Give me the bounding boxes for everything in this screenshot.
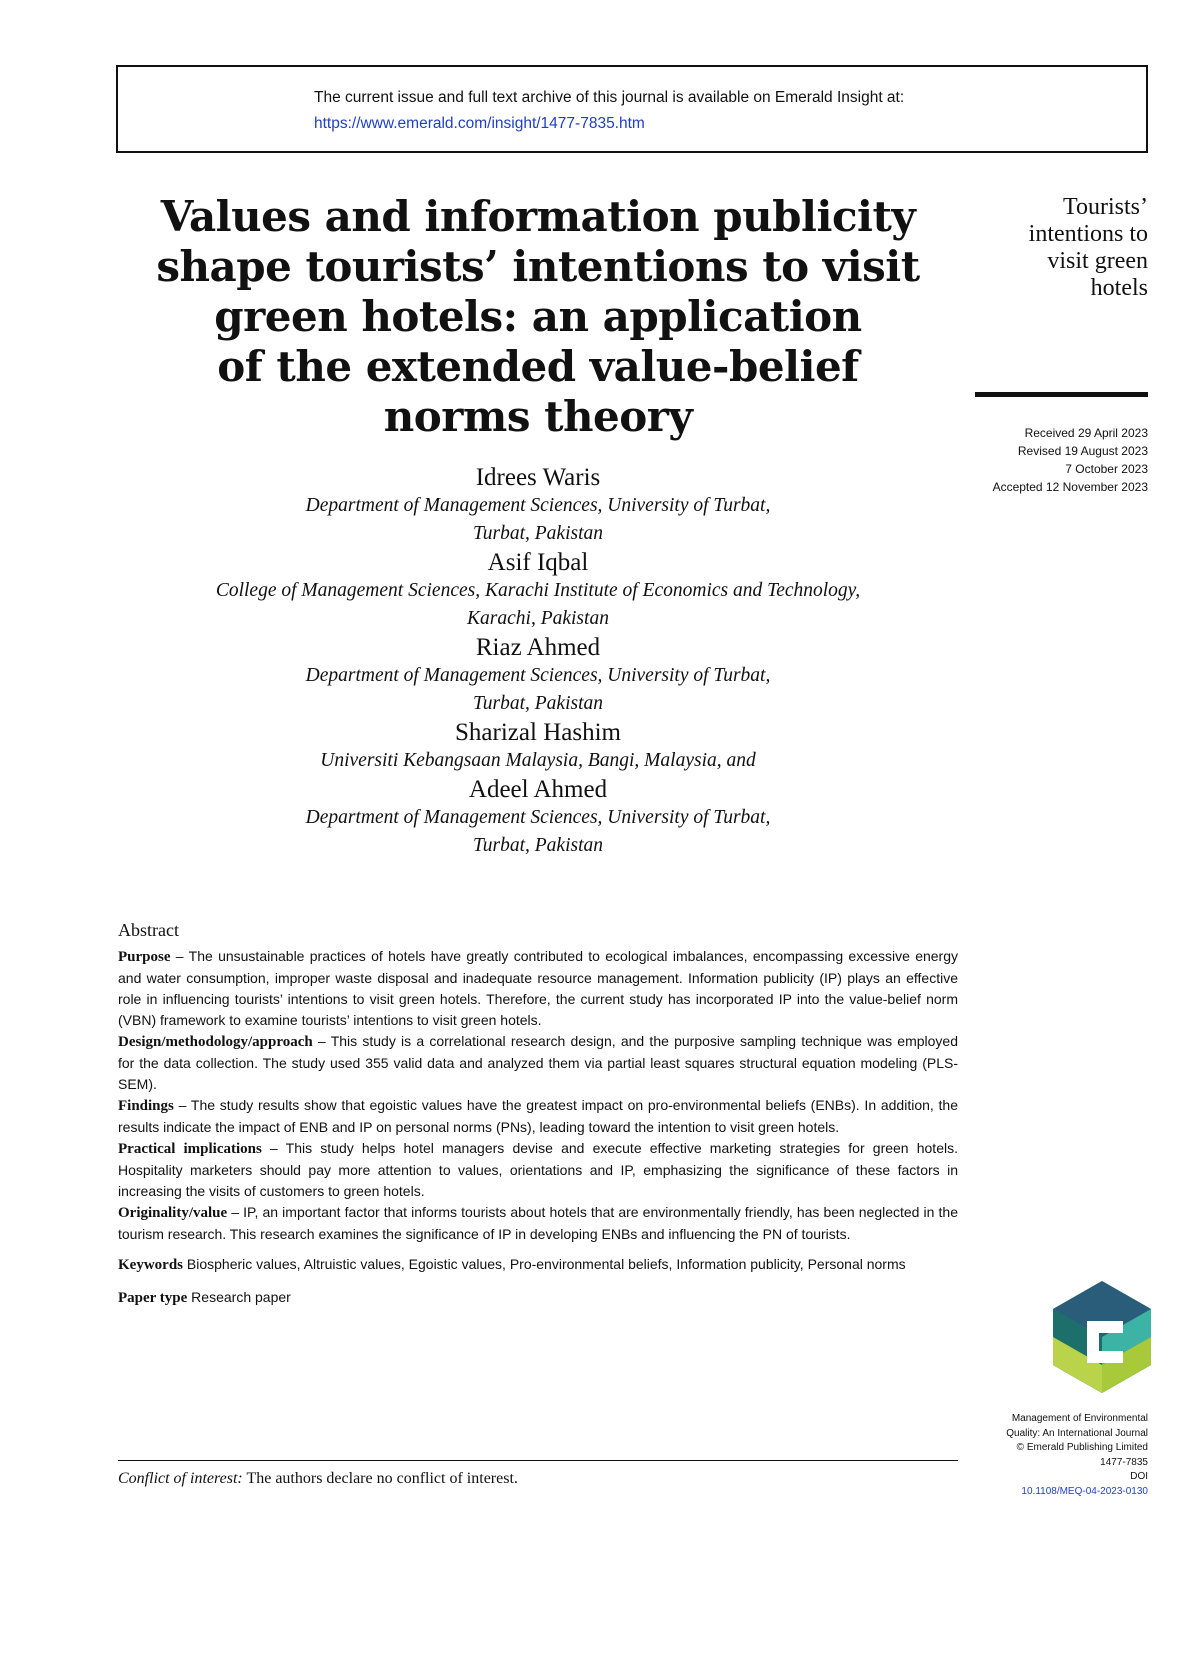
originality-paragraph bbox=[118, 1202, 958, 1245]
practical-paragraph bbox=[118, 1138, 958, 1202]
title-line: green hotels: an application bbox=[214, 292, 862, 341]
doi-prefix: DOI bbox=[1130, 1471, 1148, 1482]
emerald-logo-icon bbox=[1053, 1281, 1151, 1393]
paper-type-label: Paper type bbox=[118, 1290, 188, 1306]
author-affiliation: Turbat, Pakistan bbox=[472, 523, 604, 544]
practical-text: – This study helps hotel managers devise and execute effective marketing strategies for green hotels. Hospitality marketers should pay more attention to values, orientations and IP, emphasizing the significance of these factors in increasing the visits of customers to green hotels. bbox=[118, 1140, 958, 1199]
accepted-date: Accepted 12 November 2023 bbox=[992, 480, 1148, 494]
author-name: Idrees Waris bbox=[475, 464, 601, 491]
running-head-line: visit green bbox=[1047, 248, 1148, 274]
doi-line bbox=[948, 1470, 1148, 1499]
journal-line: 1477-7835 bbox=[1100, 1456, 1148, 1468]
author-name: Riaz Ahmed bbox=[475, 634, 601, 661]
originality-text: – IP, an important factor that informs tourists about hotels that are environmentally friendly, has been neglected in the tourism research. This research examines the significance of IP in developing ENBs and influencing the PN of tourists. bbox=[118, 1204, 958, 1242]
title-line: Values and information publicity bbox=[160, 192, 916, 241]
purpose-text: – The unsustainable practices of hotels have greatly contributed to ecological imbalances, encompassing excessive energy and water consumption, improper waste disposal and inadequate resource management. Information publicity (IP) plays an effective role in influencing tourists’ intentions to visit green hotels. Therefore, the current study has incorporated IP into the value-belief norm (VBN) framework to examine tourists’ intentions to visit green hotels. bbox=[118, 948, 958, 1028]
title-line: of the extended value-belief bbox=[217, 342, 859, 391]
author-affiliation: College of Management Sciences, Karachi Institute of Economics and Technology, bbox=[215, 580, 861, 601]
margin-divider bbox=[975, 392, 1148, 397]
practical-label: Practical implications bbox=[118, 1141, 262, 1157]
revised-date: Revised 19 August 2023 bbox=[1017, 444, 1148, 458]
keywords-paragraph bbox=[118, 1251, 958, 1278]
author-affiliation: Turbat, Pakistan bbox=[472, 693, 604, 714]
paper-type-paragraph bbox=[118, 1284, 958, 1311]
author-affiliation: Department of Management Sciences, University of Turbat, bbox=[305, 807, 771, 828]
running-head-line: intentions to bbox=[1028, 221, 1148, 247]
design-label: Design/methodology/approach bbox=[118, 1034, 313, 1050]
running-head bbox=[968, 194, 1148, 302]
findings-paragraph bbox=[118, 1095, 958, 1138]
journal-notice-box bbox=[116, 65, 1148, 153]
conflict-footnote bbox=[118, 1470, 518, 1488]
findings-label: Findings bbox=[118, 1098, 174, 1114]
title-line: shape tourists’ intentions to visit bbox=[156, 242, 920, 291]
author-affiliation: Department of Management Sciences, University of Turbat, bbox=[305, 665, 771, 686]
journal-line: Management of Environmental bbox=[1011, 1413, 1148, 1424]
author-list bbox=[118, 463, 958, 860]
footnote-text: The authors declare no conflict of interest. bbox=[242, 1470, 518, 1487]
revised-date-2: 7 October 2023 bbox=[1065, 462, 1148, 476]
running-head-line: hotels bbox=[1090, 275, 1148, 301]
purpose-label: Purpose bbox=[118, 949, 171, 965]
history-dates bbox=[948, 424, 1148, 496]
journal-line: Quality: An International Journal bbox=[1006, 1427, 1148, 1439]
title-line: norms theory bbox=[383, 392, 693, 441]
journal-notice-text: The current issue and full text archive of this journal is available on Emerald Insight at: bbox=[314, 89, 905, 106]
paper-title bbox=[118, 192, 958, 442]
running-head-line: Tourists’ bbox=[1063, 194, 1148, 220]
design-text: – This study is a correlational research design, and the purposive sampling technique was employed for the data collection. The study used 355 valid data and analyzed them via partial least squares structural equation modeling (PLS-SEM). bbox=[118, 1033, 958, 1092]
journal-line: © Emerald Publishing Limited bbox=[1016, 1442, 1148, 1453]
author-name: Adeel Ahmed bbox=[468, 776, 608, 803]
keywords-label: Keywords bbox=[118, 1257, 183, 1273]
author-name: Sharizal Hashim bbox=[455, 719, 621, 746]
abstract-heading: Abstract bbox=[118, 920, 179, 940]
author-affiliation: Department of Management Sciences, University of Turbat, bbox=[305, 495, 771, 516]
author-name: Asif Iqbal bbox=[487, 549, 589, 576]
footnote-label: Conflict of interest: bbox=[118, 1470, 243, 1487]
journal-info bbox=[948, 1412, 1148, 1499]
purpose-paragraph bbox=[118, 946, 958, 1031]
journal-url-link[interactable]: https://www.emerald.com/insight/1477-7835.htm bbox=[314, 115, 645, 132]
author-affiliation: Karachi, Pakistan bbox=[467, 608, 609, 629]
doi-link[interactable]: 10.1108/MEQ-04-2023-0130 bbox=[1021, 1485, 1148, 1497]
author-affiliation: Universiti Kebangsaan Malaysia, Bangi, Malaysia, and bbox=[320, 750, 756, 771]
paper-type-text: Research paper bbox=[187, 1289, 291, 1305]
originality-label: Originality/value bbox=[118, 1205, 228, 1221]
author-affiliation: Turbat, Pakistan bbox=[472, 835, 604, 856]
received-date: Received 29 April 2023 bbox=[1024, 426, 1148, 440]
design-paragraph bbox=[118, 1031, 958, 1095]
footnote-divider bbox=[118, 1460, 958, 1461]
findings-text: – The study results show that egoistic values have the greatest impact on pro-environmental beliefs (ENBs). In addition, the results indicate the impact of ENB and IP on personal norms (PNs), leading toward the intention to visit green hotels. bbox=[118, 1097, 958, 1135]
keywords-text: Biospheric values, Altruistic values, Egoistic values, Pro-environmental beliefs, Information publicity, Personal norms bbox=[183, 1256, 906, 1272]
abstract-section bbox=[118, 918, 958, 1311]
